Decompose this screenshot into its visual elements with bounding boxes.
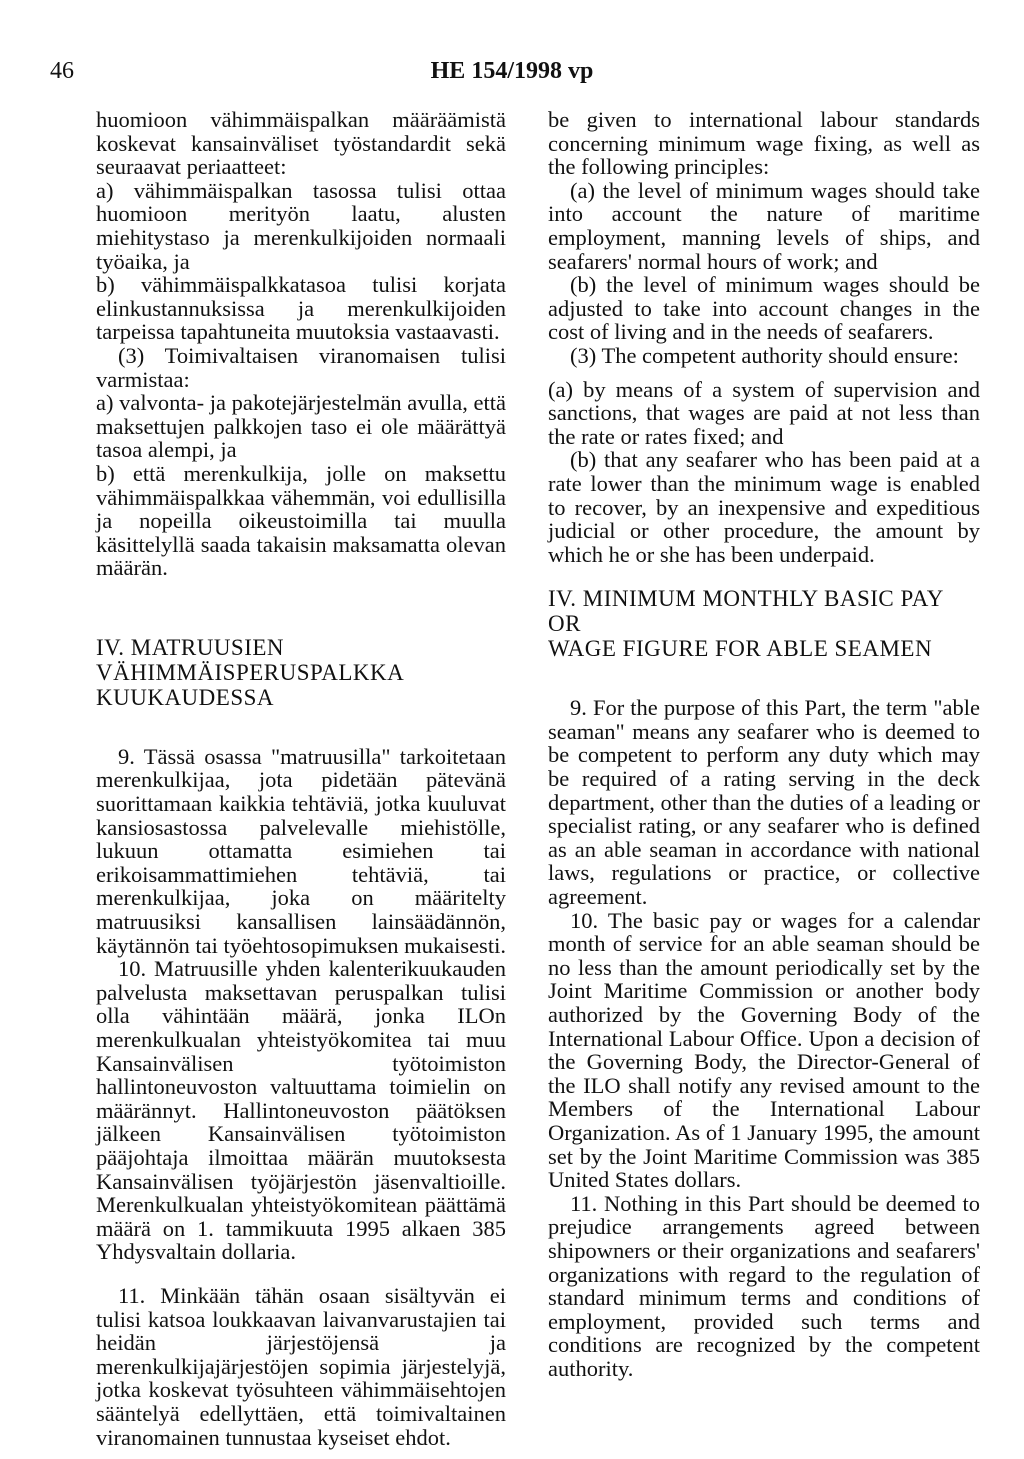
page-header [0, 58, 1024, 98]
en-heading-line-2: WAGE FIGURE FOR ABLE SEAMEN [548, 636, 933, 662]
fi-item-3a: a) valvonta- ja pakotejärjestelmän avulla, että maksettujen palkkojen taso ei ole määrättyä tasoa alempi, ja [96, 390, 506, 463]
en-item-a: (a) the level of minimum wages should take into account the nature of maritime employment, manning levels of ships, and seafarers' normal hours of work; and [548, 177, 980, 274]
fi-paragraph-9: 9. Tässä osassa "matruusilla" tarkoitetaan merenkulkijaa, jota pidetään pätevänä suorittamaan kaikkia tehtäviä, jotka kuuluvat kansiosastossa palvelevalle miehistölle, lukuun ottamatta esimiehen tai erikoisammattimiehen tehtäviä, tai merenkulkijaa, joka on määritelty matruusiksi kansallisen lainsäädännön, käytännön tai työehtosopimuksen mukaisesti. [96, 743, 506, 958]
en-paragraph-10: 10. The basic pay or wages for a calendar month of service for an able seaman should be no less than the amount periodically set by the Joint Maritime Commission or another body authorized by the Governing Body of the International Labour Office. Upon a decision of the Governing Body, the Director-General of the ILO shall notify any revised amount to the Members of the International Labour Organization. As of 1 January 1995, the amount set by the Joint Maritime Commission was 385 United States dollars. [548, 907, 980, 1193]
fi-paragraph-3: (3) Toimivaltaisen viranomaisen tulisi varmistaa: [96, 342, 506, 392]
en-item-3a: (a) by means of a system of supervision and sanctions, that wages are paid at not less than the rate or rates fixed; and [548, 376, 980, 449]
en-heading-line-1: IV. MINIMUM MONTHLY BASIC PAY OR [548, 586, 943, 637]
fi-item-3b: b) että merenkulkija, jolle on maksettu vähimmäispalkkaa vähemmän, voi edullisilla ja nopeilla oikeustoimilla tai muulla käsittelyllä saada takaisin maksamatta olevan määrän. [96, 460, 506, 581]
en-paragraph-9: 9. For the purpose of this Part, the term "able seaman" means any seafarer who is deemed to be competent to perform any duty which may be required of a rating serving in the deck department, other than the duties of a leading or specialist rating, or any seafarer who is defined as an able seaman in accordance with national laws, regulations or practice, or collective agreement. [548, 695, 980, 910]
fi-paragraph-10: 10. Matruusille yhden kalenterikuukauden palvelusta maksettavan peruspalkan tulisi olla vähintään määrä, jonka ILOn merenkulkualan yhteistyökomitea tai muu Kansainvälisen työtoimiston hallintoneuvoston valtuuttama toimielin on määrännyt. Hallintoneuvoston päätöksen jälkeen Kansainvälisen työtoimiston pääjohtaja ilmoittaa määrän muutoksesta Kansainvälisen työjärjestön jäsenvaltioille. Merenkulkualan yhteistyökomitean päättämä määrä on 1. tammikuuta 1995 alkaen 385 Yhdysvaltain dollaria. [96, 956, 506, 1265]
fi-item-b: b) vähimmäispalkkatasoa tulisi korjata elinkustannuksissa ja merenkulkijoiden tarpeissa tapahtuneita muutoksia vastaavasti. [96, 272, 506, 345]
en-item-3b: (b) that any seafarer who has been paid at a rate lower than the minimum wage is enabled to recover, by an inexpensive and expeditious judicial or other procedure, the amount by which he or she has been underpaid. [548, 447, 980, 567]
english-column [548, 108, 980, 1381]
page-number: 46 [50, 58, 74, 84]
finnish-column [96, 108, 506, 1449]
fi-paragraph-11: 11. Minkään tähän osaan sisältyvän ei tulisi katsoa loukkaavan laivanvarustajien tai heidän järjestöjensä ja merenkulkijajärjestöjen sopimia järjestelyjä, jotka koskevat työsuhteen vähimmäisehtojen sääntelyä edellyttäen, että toimivaltainen viranomainen tunnustaa kyseiset ehdot. [96, 1282, 506, 1450]
en-section-heading [548, 586, 980, 661]
fi-section-heading: IV. MATRUUSIEN VÄHIMMÄISPERUSPALKKA KUUKAUDESSA [96, 634, 403, 710]
en-intro: be given to international labour standards concerning minimum wage fixing, as well as the following principles: [548, 107, 980, 180]
fi-item-a: a) vähimmäispalkan tasossa tulisi ottaa huomioon merityön laatu, alusten miehitystaso ja merenkulkijoiden normaali työaika, ja [96, 177, 506, 274]
fi-intro: huomioon vähimmäispalkan määräämistä koskevat kansainväliset työstandardit sekä seuraavat periaatteet: [96, 107, 506, 180]
en-paragraph-3: (3) The competent authority should ensure: [570, 342, 959, 368]
document-reference: HE 154/1998 vp [430, 58, 594, 84]
en-paragraph-11: 11. Nothing in this Part should be deemed to prejudice arrangements agreed between shipowners or their organizations and seafarers' organizations with regard to the regulation of standard minimum terms and conditions of employment, provided such terms and conditions are recognized by the competent authority. [548, 1190, 980, 1381]
en-item-b: (b) the level of minimum wages should be adjusted to take into account changes in the cost of living and in the needs of seafarers. [548, 272, 980, 345]
